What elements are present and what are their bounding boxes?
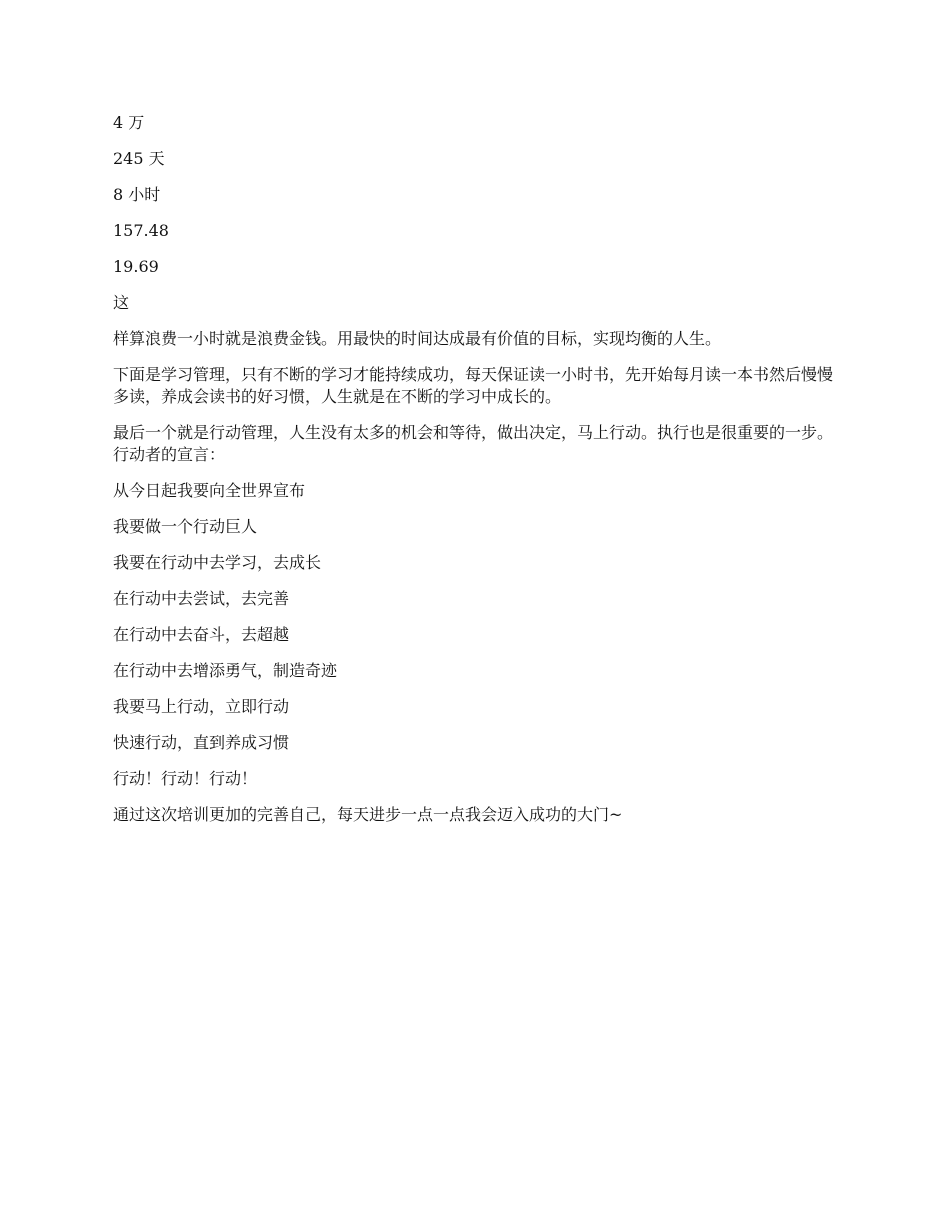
stat-line: 4 万 [113,113,145,132]
declaration-line: 在行动中去奋斗，去超越 [113,625,290,644]
document-body [113,112,843,840]
declaration-line: 我要马上行动，立即行动 [113,697,290,716]
declaration-line: 在行动中去增添勇气，制造奇迹 [113,661,338,680]
stat-line: 8 小时 [113,185,161,204]
declaration-line: 我要做一个行动巨人 [113,517,258,536]
declaration-line: 从今日起我要向全世界宣布 [113,481,306,500]
lead-character: 这 [113,293,130,312]
declaration-line: 行动！行动！行动！ [113,769,258,788]
stat-line: 19.69 [113,257,159,276]
paragraph-time-value: 样算浪费一小时就是浪费金钱。用最快的时间达成最有价值的目标，实现均衡的人生。 [113,329,722,348]
declaration-line: 我要在行动中去学习，去成长 [113,553,322,572]
stat-line: 157.48 [113,221,169,240]
stat-line: 245 天 [113,149,165,168]
declaration-line: 快速行动，直到养成习惯 [113,733,290,752]
closing-paragraph: 通过这次培训更加的完善自己，每天进步一点一点我会迈入成功的大门~ [113,805,623,824]
paragraph-learning-management: 下面是学习管理，只有不断的学习才能持续成功，每天保证读一小时书，先开始每月读一本书然后慢慢多读，养成会读书的好习惯，人生就是在不断的学习中成长的。 [113,365,834,406]
paragraph-action-management: 最后一个就是行动管理，人生没有太多的机会和等待，做出决定，马上行动。执行也是很重要的一步。行动者的宣言： [113,423,834,464]
declaration-line: 在行动中去尝试，去完善 [113,589,290,608]
